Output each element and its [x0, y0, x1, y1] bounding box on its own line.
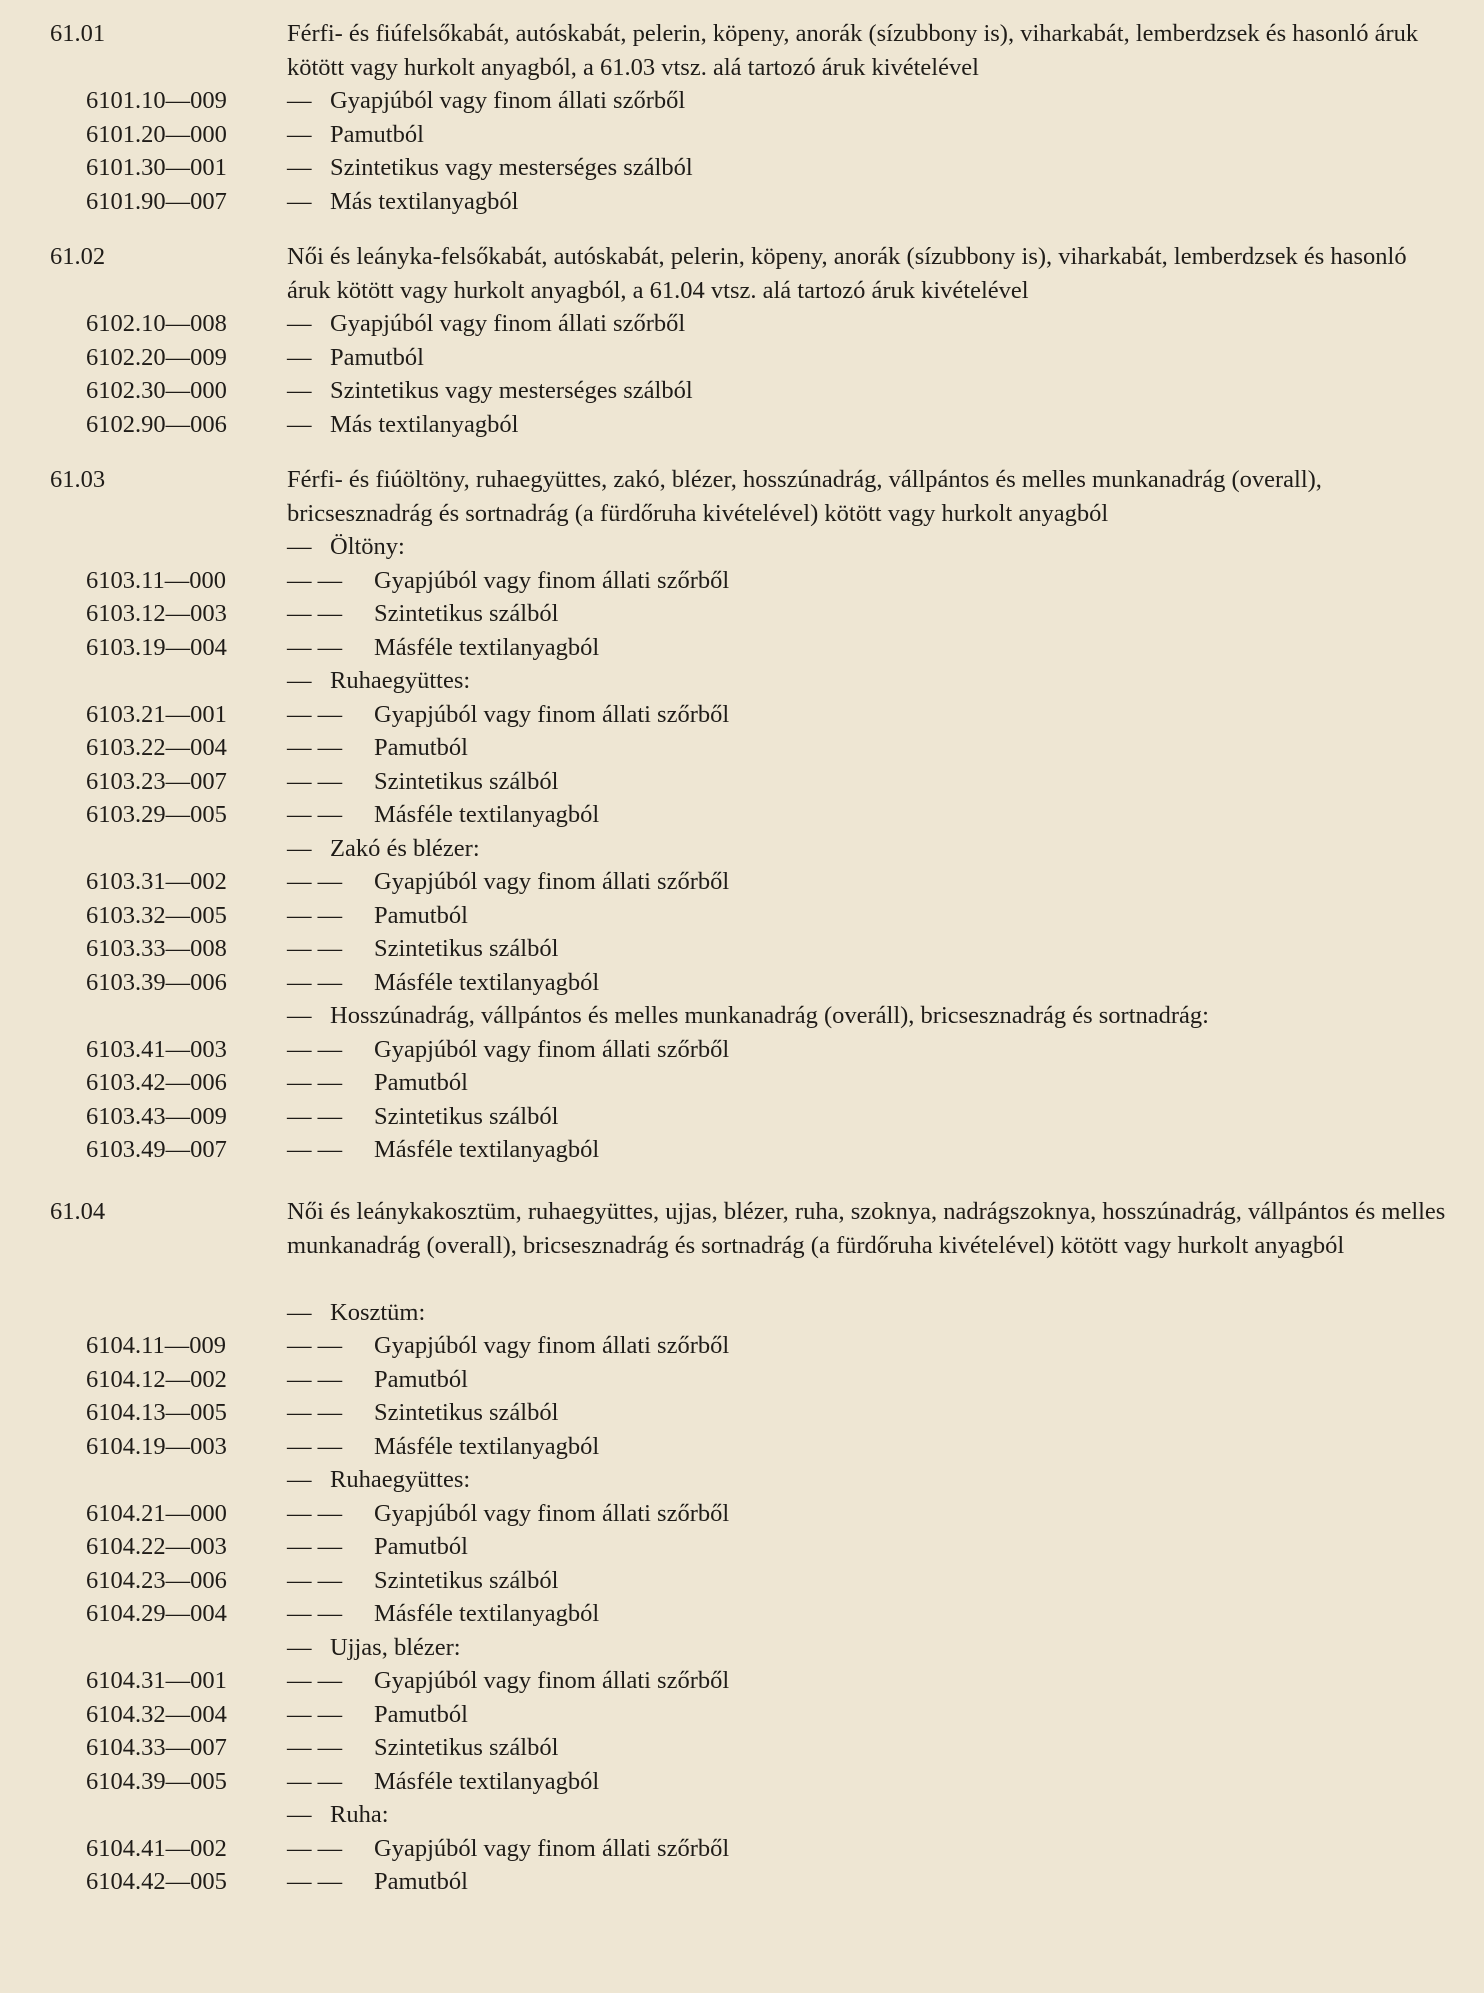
line-code: 6104.13—005: [86, 1399, 227, 1426]
subgroup-line: [0, 832, 1484, 866]
line-description: Gyapjúból vagy finom állati szőrből: [374, 1332, 730, 1359]
indent-dash: — —: [287, 1566, 343, 1594]
line-description: Gyapjúból vagy finom állati szőrből: [374, 1499, 730, 1527]
line-code: 6104.11—009: [86, 1332, 226, 1359]
indent-dash: — —: [287, 901, 343, 929]
line-description: Ruhaegyüttes:: [330, 667, 471, 694]
line-code: 6104.32—004: [86, 1700, 227, 1728]
heading-title: Női és leánykakosztüm, ruhaegyüttes, ujjas, blézer, ruha, szoknya, nadrágszoknya, hosszúnadrág, vállpántos és melles munkanadrág (overall), bricsesznadrág és sortnadrág (a fürdőruha kivételével) kötött vagy hurkolt anyagból: [287, 1198, 1446, 1259]
heading-code: 61.03: [50, 466, 106, 493]
line-code: 6103.41—003: [86, 1035, 227, 1063]
line-description: Szintetikus vagy mesterséges szálból: [330, 154, 693, 181]
tariff-line: [0, 185, 1484, 219]
heading-lines: [0, 1296, 1484, 1899]
tariff-line: [0, 1100, 1484, 1134]
tariff-line: [0, 798, 1484, 832]
indent-dash: —: [287, 410, 312, 438]
line-description: Szintetikus szálból: [374, 1102, 559, 1130]
indent-dash: — —: [287, 566, 343, 594]
tariff-line: [0, 1765, 1484, 1799]
tariff-line: [0, 1396, 1484, 1430]
indent-dash: —: [287, 1298, 312, 1326]
tariff-line: [0, 151, 1484, 185]
line-description: Másféle textilanyagból: [374, 801, 600, 828]
heading-block-61-01: [0, 17, 1484, 218]
line-description: Öltöny:: [330, 533, 405, 560]
indent-dash: — —: [287, 633, 343, 661]
line-description: Másféle textilanyagból: [374, 633, 600, 661]
tariff-line: [0, 341, 1484, 375]
indent-dash: —: [287, 1801, 312, 1828]
indent-dash: — —: [287, 767, 343, 795]
subgroup-line: [0, 999, 1484, 1033]
indent-dash: — —: [287, 734, 343, 761]
subgroup-line: [0, 1798, 1484, 1832]
heading-lines: [0, 84, 1484, 218]
indent-dash: — —: [287, 700, 343, 728]
tariff-line: [0, 765, 1484, 799]
tariff-line: [0, 408, 1484, 442]
indent-dash: — —: [287, 1700, 343, 1728]
line-code: 6104.41—002: [86, 1834, 227, 1862]
tariff-line: [0, 118, 1484, 152]
line-code: 6103.33—008: [86, 935, 227, 962]
indent-dash: — —: [287, 968, 343, 996]
line-description: Zakó és blézer:: [330, 834, 480, 862]
line-description: Másféle textilanyagból: [374, 1767, 600, 1795]
tariff-line: [0, 966, 1484, 1000]
line-code: 6104.19—003: [86, 1432, 227, 1460]
line-code: 6102.30—000: [86, 377, 227, 404]
indent-dash: — —: [287, 1069, 343, 1096]
tariff-line: [0, 1832, 1484, 1866]
tariff-line: [0, 698, 1484, 732]
indent-dash: —: [287, 87, 312, 114]
indent-dash: —: [287, 187, 312, 215]
tariff-line: [0, 1731, 1484, 1765]
line-description: Másféle textilanyagból: [374, 1432, 600, 1460]
line-code: 6101.10—009: [86, 87, 227, 114]
indent-dash: —: [287, 533, 312, 560]
line-description: Másféle textilanyagból: [374, 1136, 600, 1163]
tariff-line: [0, 1597, 1484, 1631]
line-code: 6103.23—007: [86, 767, 227, 795]
indent-dash: — —: [287, 1533, 343, 1560]
indent-dash: —: [287, 377, 312, 404]
line-code: 6104.23—006: [86, 1566, 227, 1594]
tariff-line: [0, 1133, 1484, 1167]
indent-dash: — —: [287, 1136, 343, 1163]
line-description: Szintetikus szálból: [374, 1734, 559, 1761]
tariff-line: [0, 1664, 1484, 1698]
line-description: Hosszúnadrág, vállpántos és melles munkanadrág (overáll), bricsesznadrág és sortnadrág:: [330, 1002, 1209, 1029]
line-description: Gyapjúból vagy finom állati szőrből: [374, 1667, 730, 1694]
heading-block-61-02: [0, 240, 1484, 441]
line-code: 6101.30—001: [86, 154, 227, 181]
indent-dash: — —: [287, 1332, 343, 1359]
line-code: 6102.10—008: [86, 310, 227, 337]
indent-dash: — —: [287, 1432, 343, 1460]
line-code: 6104.33—007: [86, 1734, 227, 1761]
line-code: 6103.21—001: [86, 700, 227, 728]
tariff-line: [0, 1066, 1484, 1100]
line-description: Gyapjúból vagy finom állati szőrből: [330, 310, 686, 337]
tariff-line: [0, 84, 1484, 118]
indent-dash: — —: [287, 1834, 343, 1862]
indent-dash: — —: [287, 1399, 343, 1426]
line-description: Kosztüm:: [330, 1298, 426, 1326]
tariff-line: [0, 1430, 1484, 1464]
line-code: 6101.90—007: [86, 187, 227, 215]
tariff-line: [0, 932, 1484, 966]
tariff-line: [0, 597, 1484, 631]
indent-dash: — —: [287, 935, 343, 962]
line-code: 6104.39—005: [86, 1767, 227, 1795]
line-description: Másféle textilanyagból: [374, 1600, 600, 1627]
heading-title: Férfi- és fiúfelsőkabát, autóskabát, pelerin, köpeny, anorák (sízubbony is), viharkabát, lemberdzsek és hasonló áruk kötött vagy hurkolt anyagból, a 61.03 vtsz. alá tartozó áruk kivételével: [287, 20, 1419, 81]
line-description: Szintetikus vagy mesterséges szálból: [330, 377, 693, 404]
line-description: Gyapjúból vagy finom állati szőrből: [374, 1035, 730, 1063]
line-description: Gyapjúból vagy finom állati szőrből: [374, 566, 730, 594]
line-code: 6103.19—004: [86, 633, 227, 661]
line-code: 6103.11—000: [86, 566, 226, 594]
line-code: 6103.32—005: [86, 901, 227, 929]
heading-lines: [0, 307, 1484, 441]
tariff-line: [0, 899, 1484, 933]
subgroup-line: [0, 530, 1484, 564]
line-description: Szintetikus szálból: [374, 935, 559, 962]
line-description: Ruha:: [330, 1801, 389, 1828]
line-description: Gyapjúból vagy finom állati szőrből: [374, 700, 730, 728]
line-description: Pamutból: [374, 734, 468, 761]
line-code: 6103.42—006: [86, 1069, 227, 1096]
tariff-line: [0, 1497, 1484, 1531]
indent-dash: —: [287, 343, 312, 371]
line-description: Pamutból: [374, 901, 468, 929]
line-description: Gyapjúból vagy finom állati szőrből: [374, 1834, 730, 1862]
line-description: Gyapjúból vagy finom állati szőrből: [374, 868, 730, 895]
indent-dash: — —: [287, 1734, 343, 1761]
line-description: Pamutból: [374, 1868, 468, 1895]
indent-dash: —: [287, 1633, 312, 1661]
line-code: 6104.12—002: [86, 1365, 227, 1393]
tariff-line: [0, 631, 1484, 665]
line-description: Szintetikus szálból: [374, 767, 559, 795]
indent-dash: — —: [287, 1868, 343, 1895]
tariff-line: [0, 1698, 1484, 1732]
heading-lines: [0, 530, 1484, 1167]
tariff-line: [0, 307, 1484, 341]
tariff-line: [0, 1865, 1484, 1899]
line-description: Pamutból: [374, 1533, 468, 1560]
indent-dash: — —: [287, 600, 343, 627]
line-code: 6103.49—007: [86, 1136, 227, 1163]
indent-dash: —: [287, 1002, 312, 1029]
line-description: Pamutból: [374, 1069, 468, 1096]
line-description: Másféle textilanyagból: [374, 968, 600, 996]
tariff-line: [0, 1329, 1484, 1363]
heading-code: 61.02: [50, 243, 106, 270]
line-code: 6104.22—003: [86, 1533, 227, 1560]
line-code: 6103.22—004: [86, 734, 227, 761]
line-code: 6102.90—006: [86, 410, 227, 438]
tariff-line: [0, 1530, 1484, 1564]
indent-dash: — —: [287, 1667, 343, 1694]
heading-title: Férfi- és fiúöltöny, ruhaegyüttes, zakó, blézer, hosszúnadrág, vállpántos és melles munkanadrág (overall), bricsesznadrág és sortnadrág (a fürdőruha kivételével) kötött vagy hurkolt anyagból: [287, 466, 1322, 527]
indent-dash: — —: [287, 801, 343, 828]
indent-dash: — —: [287, 1035, 343, 1063]
subgroup-line: [0, 1463, 1484, 1497]
indent-dash: — —: [287, 1767, 343, 1795]
line-description: Pamutból: [330, 343, 424, 371]
subgroup-line: [0, 664, 1484, 698]
heading-block-61-04: [0, 1195, 1484, 1899]
indent-dash: —: [287, 834, 312, 862]
indent-dash: —: [287, 667, 312, 694]
line-description: Pamutból: [374, 1365, 468, 1393]
line-description: Szintetikus szálból: [374, 600, 559, 627]
indent-dash: —: [287, 310, 312, 337]
heading-block-61-03: [0, 463, 1484, 1167]
tariff-line: [0, 731, 1484, 765]
tariff-line: [0, 564, 1484, 598]
line-code: 6104.42—005: [86, 1868, 227, 1895]
tariff-line: [0, 374, 1484, 408]
line-code: 6102.20—009: [86, 343, 227, 371]
indent-dash: — —: [287, 1600, 343, 1627]
line-description: Más textilanyagból: [330, 410, 519, 438]
indent-dash: — —: [287, 1365, 343, 1393]
line-description: Szintetikus szálból: [374, 1566, 559, 1594]
heading-title: Női és leányka-felsőkabát, autóskabát, pelerin, köpeny, anorák (sízubbony is), viharkabát, lemberdzsek és hasonló áruk kötött vagy hurkolt anyagból, a 61.04 vtsz. alá tartozó áruk kivételével: [287, 243, 1407, 304]
line-code: 6103.12—003: [86, 600, 227, 627]
tariff-line: [0, 865, 1484, 899]
line-code: 6101.20—000: [86, 120, 227, 148]
indent-dash: —: [287, 154, 312, 181]
line-code: 6104.21—000: [86, 1499, 227, 1527]
line-code: 6103.29—005: [86, 801, 227, 828]
heading-code: 61.01: [50, 20, 106, 47]
line-description: Pamutból: [330, 120, 424, 148]
line-description: Szintetikus szálból: [374, 1399, 559, 1426]
subgroup-line: [0, 1296, 1484, 1330]
line-description: Ruhaegyüttes:: [330, 1466, 471, 1493]
indent-dash: —: [287, 120, 312, 148]
tariff-line: [0, 1033, 1484, 1067]
line-code: 6103.43—009: [86, 1102, 227, 1130]
line-code: 6104.31—001: [86, 1667, 227, 1694]
indent-dash: — —: [287, 1102, 343, 1130]
tariff-line: [0, 1564, 1484, 1598]
heading-code: 61.04: [50, 1198, 106, 1225]
indent-dash: —: [287, 1466, 312, 1493]
line-code: 6103.39—006: [86, 968, 227, 996]
line-description: Gyapjúból vagy finom állati szőrből: [330, 87, 686, 114]
indent-dash: — —: [287, 1499, 343, 1527]
line-description: Pamutból: [374, 1700, 468, 1728]
line-description: Ujjas, blézer:: [330, 1633, 461, 1661]
indent-dash: — —: [287, 868, 343, 895]
line-description: Más textilanyagból: [330, 187, 519, 215]
subgroup-line: [0, 1631, 1484, 1665]
tariff-line: [0, 1363, 1484, 1397]
line-code: 6103.31—002: [86, 868, 227, 895]
line-code: 6104.29—004: [86, 1600, 227, 1627]
